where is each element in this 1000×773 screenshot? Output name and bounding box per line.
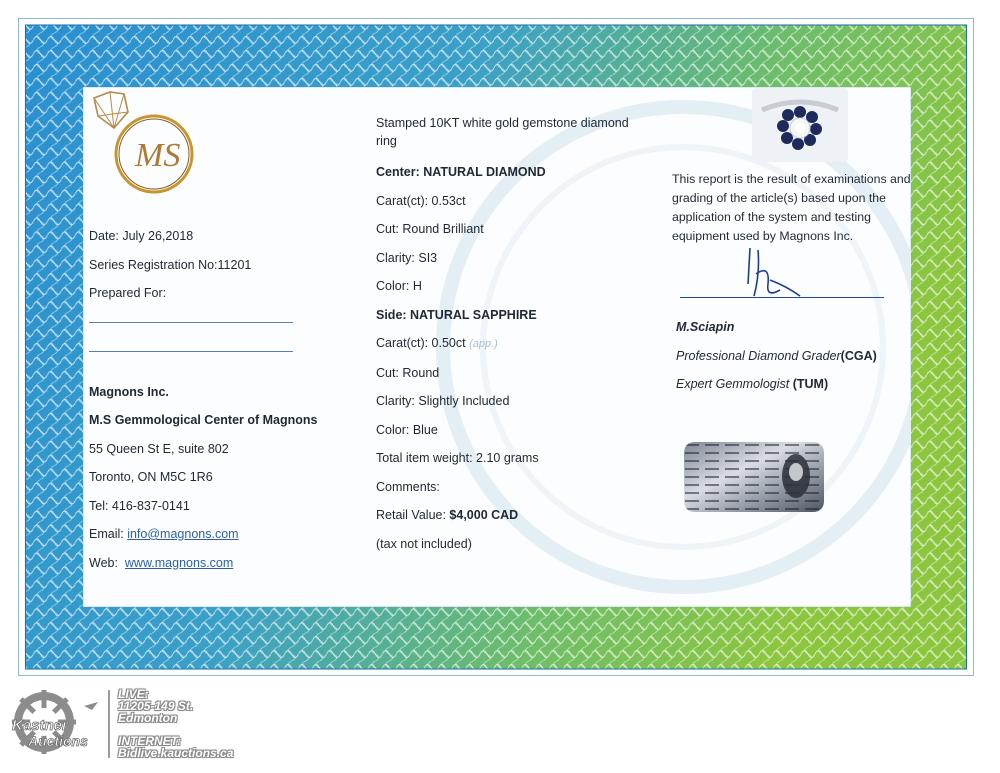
ring-photo: [752, 88, 848, 162]
grader-name: M.Sciapin: [676, 320, 735, 334]
side-stone-heading: Side: NATURAL SAPPHIRE: [376, 307, 537, 322]
retail-value: $4,000 CAD: [449, 508, 519, 522]
internet-label: INTERNET:: [118, 734, 182, 748]
security-hologram: [684, 442, 824, 512]
center-name: M.S Gemmological Center of Magnons: [89, 413, 318, 427]
email-link[interactable]: info@magnons.com: [127, 527, 239, 541]
address-line-2: Toronto, ON M5C 1R6: [89, 470, 213, 484]
client-info: [89, 222, 318, 577]
comments-label: Comments:: [376, 479, 440, 494]
address-line-1: 55 Queen St E, suite 802: [89, 441, 229, 456]
web-label: Web:: [89, 555, 125, 570]
live-address: 11205-149 St.: [118, 699, 194, 713]
side-clarity: Clarity: Slightly Included: [376, 394, 510, 408]
web-link[interactable]: www.magnons.com: [124, 555, 234, 570]
live-city: Edmonton: [118, 711, 178, 725]
grader-title-2: Expert Gemmologist: [676, 377, 793, 391]
item-title: Stamped 10KT white gold gemstone diamond ring: [376, 116, 629, 148]
grader-title-1: Professional Diamond Grader: [676, 348, 841, 363]
report-date: Date: July 26,2018: [89, 229, 194, 243]
retail-row: [376, 501, 636, 530]
grader-title-1-row: [676, 342, 877, 371]
side-carat-note: (app.): [469, 338, 498, 350]
live-label: LIVE:: [118, 687, 149, 701]
signature-line: [680, 297, 884, 298]
company-name: Magnons Inc.: [89, 384, 169, 399]
center-carat: Carat(ct): 0.53ct: [376, 193, 466, 208]
kastner-auctions-logo: [6, 686, 102, 760]
internet-url: Bidlive.kauctions.ca: [118, 746, 234, 760]
logo-monogram: MS: [135, 137, 181, 174]
web-row: [89, 549, 318, 578]
grader-signature: [730, 244, 810, 302]
prepared-for-label: Prepared For:: [89, 286, 167, 300]
center-clarity: Clarity: SI3: [376, 250, 438, 265]
email-row: [89, 520, 318, 549]
side-carat-row: [376, 329, 636, 359]
prepared-for-line-2: [89, 351, 293, 352]
footer-separator: [108, 690, 110, 758]
k-logo-brand-1: Kastner: [12, 717, 68, 734]
statement-text: This report is the result of examinations and grading of the article(s) based upon the application of the system and testing equipment used by Magnons Inc.: [672, 172, 911, 243]
center-cut: Cut: Round Brilliant: [376, 222, 484, 236]
side-carat: Carat(ct): 0.50ct: [376, 336, 466, 350]
email-label: Email:: [89, 527, 128, 541]
center-stone-heading: Center: NATURAL DIAMOND: [376, 165, 546, 179]
item-details: [376, 114, 636, 558]
retail-label: Retail Value:: [376, 508, 450, 522]
grader-credentials: [676, 313, 877, 399]
tax-note: (tax not included): [376, 536, 472, 551]
prepared-for-line-1: [89, 322, 293, 323]
grader-title-2-row: [676, 370, 877, 399]
series-registration: Series Registration No:11201: [89, 257, 252, 272]
grader-title-1-org: (CGA): [840, 348, 877, 363]
side-color: Color: Blue: [376, 422, 438, 437]
grader-title-2-org: (TUM): [792, 377, 829, 391]
ms-gemmological-logo: [88, 90, 208, 198]
k-logo-brand-2: Auctions: [28, 733, 88, 749]
side-cut: Cut: Round: [376, 365, 440, 380]
grading-statement: [672, 170, 912, 246]
telephone: Tel: 416-837-0141: [89, 498, 190, 513]
center-color: Color: H: [376, 279, 422, 293]
total-weight: Total item weight: 2.10 grams: [376, 451, 539, 465]
